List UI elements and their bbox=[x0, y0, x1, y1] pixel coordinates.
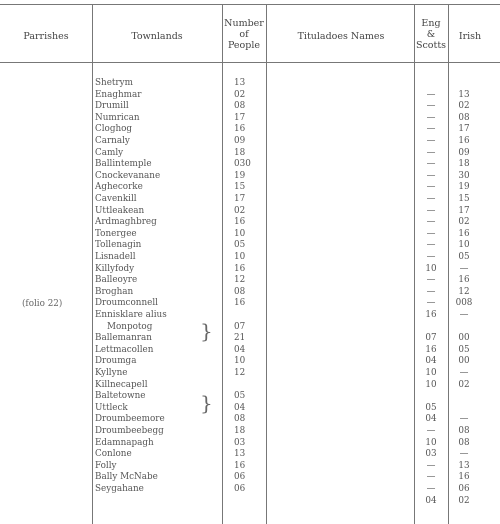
townland-name: Uttleakean bbox=[95, 205, 145, 216]
irish-count: 30 bbox=[458, 170, 470, 181]
irish-count: 17 bbox=[458, 124, 470, 135]
townland-name: Bally McNabe bbox=[95, 472, 158, 483]
townland-name: Edamnapagh bbox=[95, 437, 154, 448]
eng-scotts-count: — bbox=[426, 101, 436, 112]
townland-name: Lisnadell bbox=[95, 252, 136, 262]
townland-name: Baltetowne bbox=[95, 391, 146, 402]
number-of-people: 16 bbox=[234, 460, 246, 471]
irish-count: 00 bbox=[458, 333, 470, 344]
number-of-people: 16 bbox=[234, 298, 246, 309]
eng-scotts-count: 03 bbox=[425, 449, 437, 460]
folio-reference: (folio 22) bbox=[22, 299, 63, 309]
irish-count: — bbox=[459, 310, 469, 320]
number-of-people: 07 bbox=[234, 321, 246, 332]
number-of-people: 18 bbox=[234, 147, 246, 158]
irish-count: 12 bbox=[458, 286, 470, 297]
townland-name: Uttleck bbox=[95, 402, 128, 413]
number-of-people: 10 bbox=[234, 228, 246, 239]
irish-count: 09 bbox=[458, 147, 470, 158]
eng-scotts-count: 10 bbox=[425, 437, 437, 448]
brace-ennisklare: } bbox=[200, 319, 213, 343]
number-of-people: 06 bbox=[234, 484, 246, 494]
number-of-people: 06 bbox=[234, 472, 246, 483]
townland-name: Ballintemple bbox=[95, 159, 152, 170]
col-divider-4 bbox=[414, 4, 415, 524]
irish-count: — bbox=[459, 368, 469, 378]
townland-name: Droumbeemore bbox=[95, 414, 165, 425]
number-of-people: 17 bbox=[234, 194, 246, 204]
townland-name: Droumga bbox=[95, 356, 137, 367]
number-of-people: 02 bbox=[234, 205, 246, 216]
eng-scotts-count: — bbox=[426, 182, 436, 193]
townland-name: Killnecapell bbox=[95, 379, 148, 390]
col-divider-5 bbox=[448, 4, 449, 524]
townland-name: Monpotog bbox=[107, 321, 153, 332]
irish-count: 02 bbox=[458, 101, 470, 112]
brace-killnecapell: } bbox=[200, 391, 213, 415]
townland-name: Shetrym bbox=[95, 78, 133, 88]
irish-count: 05 bbox=[458, 344, 470, 355]
eng-scotts-count: — bbox=[426, 252, 436, 262]
irish-count: 16 bbox=[458, 472, 470, 483]
number-of-people: 10 bbox=[234, 252, 246, 262]
eng-scotts-count: — bbox=[426, 89, 436, 100]
townland-name: Tonergee bbox=[95, 228, 137, 239]
eng-scotts-count: — bbox=[426, 472, 436, 483]
number-of-people: 16 bbox=[234, 263, 246, 274]
irish-count: 08 bbox=[458, 426, 470, 436]
townland-name: Ballemanran bbox=[95, 333, 152, 344]
townland-name: Droumbeebegg bbox=[95, 426, 164, 436]
eng-scotts-count: 07 bbox=[425, 333, 437, 344]
townland-name: Ennisklare alius bbox=[95, 310, 167, 320]
townland-name: Droumconnell bbox=[95, 298, 158, 309]
townland-name: Camly bbox=[95, 147, 124, 158]
eng-scotts-count: 04 bbox=[425, 414, 437, 425]
header-number-of-people: Number of People bbox=[224, 18, 264, 51]
eng-scotts-count: — bbox=[426, 170, 436, 181]
irish-count: — bbox=[459, 449, 469, 460]
header-townlands: Townlands bbox=[131, 31, 183, 42]
townland-name: Balleoyre bbox=[95, 275, 138, 286]
irish-count: 00 bbox=[458, 356, 470, 367]
eng-scotts-count: 04 bbox=[425, 356, 437, 367]
header-parrishes: Parrishes bbox=[23, 31, 69, 42]
eng-scotts-count: — bbox=[426, 228, 436, 239]
eng-scotts-count: — bbox=[426, 112, 436, 123]
townland-name: Kyllyne bbox=[95, 368, 128, 378]
eng-scotts-count: 16 bbox=[425, 344, 437, 355]
eng-scotts-count: — bbox=[426, 124, 436, 135]
number-of-people: 03 bbox=[234, 437, 246, 448]
irish-count: 13 bbox=[458, 460, 470, 471]
number-of-people: 08 bbox=[234, 101, 246, 112]
irish-count: 008 bbox=[455, 298, 473, 309]
irish-count: 08 bbox=[458, 112, 470, 123]
townland-name: Lettmacollen bbox=[95, 344, 154, 355]
eng-scotts-count: — bbox=[426, 194, 436, 204]
eng-scotts-count: — bbox=[426, 217, 436, 228]
eng-scotts-count: — bbox=[426, 484, 436, 494]
header-eng-scotts: Eng & Scotts bbox=[415, 18, 447, 51]
irish-count: 02 bbox=[458, 217, 470, 228]
irish-count: 05 bbox=[458, 252, 470, 262]
number-of-people: 13 bbox=[234, 449, 246, 460]
irish-count: 02 bbox=[458, 379, 470, 390]
townland-name: Cloghog bbox=[95, 124, 133, 135]
eng-scotts-count: — bbox=[426, 205, 436, 216]
irish-count: — bbox=[459, 263, 469, 274]
number-of-people: 09 bbox=[234, 136, 246, 146]
number-of-people: 15 bbox=[234, 182, 246, 193]
townland-name: Numrican bbox=[95, 112, 140, 123]
number-of-people: 08 bbox=[234, 286, 246, 297]
top-rule bbox=[0, 4, 500, 5]
number-of-people: 02 bbox=[234, 89, 246, 100]
number-of-people: 13 bbox=[234, 78, 246, 88]
col-divider-2 bbox=[222, 4, 223, 524]
eng-scotts-count: — bbox=[426, 286, 436, 297]
irish-count: 16 bbox=[458, 136, 470, 146]
header-irish: Irish bbox=[458, 31, 482, 42]
townland-name: Tollenagin bbox=[95, 240, 142, 251]
header-tituladoes-names: Tituladoes Names bbox=[297, 31, 385, 42]
townland-name: Drumill bbox=[95, 101, 129, 112]
number-of-people: 05 bbox=[234, 391, 246, 402]
eng-scotts-count: — bbox=[426, 460, 436, 471]
irish-count: 19 bbox=[458, 182, 470, 193]
irish-count: 06 bbox=[458, 484, 470, 494]
irish-count: 16 bbox=[458, 275, 470, 286]
eng-scotts-count: 10 bbox=[425, 368, 437, 378]
townland-name: Aghecorke bbox=[95, 182, 143, 193]
number-of-people: 05 bbox=[234, 240, 246, 251]
townland-name: Enaghmar bbox=[95, 89, 142, 100]
townland-name: Broghan bbox=[95, 286, 134, 297]
eng-scotts-count: — bbox=[426, 298, 436, 309]
number-of-people: 12 bbox=[234, 368, 246, 378]
number-of-people: 030 bbox=[234, 159, 251, 170]
col-divider-3 bbox=[266, 4, 267, 524]
number-of-people: 04 bbox=[234, 402, 246, 413]
col-divider-1 bbox=[92, 4, 93, 524]
irish-count: 02 bbox=[458, 495, 470, 506]
header-bottom-rule bbox=[0, 62, 500, 63]
irish-count: 08 bbox=[458, 437, 470, 448]
eng-scotts-count: 10 bbox=[425, 379, 437, 390]
townland-name: Cnockevanane bbox=[95, 170, 161, 181]
irish-count: 10 bbox=[458, 240, 470, 251]
eng-scotts-count: 04 bbox=[425, 495, 437, 506]
number-of-people: 08 bbox=[234, 414, 246, 425]
eng-scotts-count: 10 bbox=[425, 263, 437, 274]
number-of-people: 19 bbox=[234, 170, 246, 181]
eng-scotts-count: — bbox=[426, 147, 436, 158]
number-of-people: 10 bbox=[234, 356, 246, 367]
eng-scotts-count: — bbox=[426, 426, 436, 436]
eng-scotts-count: — bbox=[426, 159, 436, 170]
number-of-people: 17 bbox=[234, 112, 246, 123]
eng-scotts-count: — bbox=[426, 136, 436, 146]
number-of-people: 04 bbox=[234, 344, 246, 355]
number-of-people: 18 bbox=[234, 426, 246, 436]
townland-name: Killyfody bbox=[95, 263, 135, 274]
townland-name: Cavenkill bbox=[95, 194, 137, 204]
eng-scotts-count: 16 bbox=[425, 310, 437, 320]
number-of-people: 16 bbox=[234, 217, 246, 228]
townland-name: Conlone bbox=[95, 449, 132, 460]
irish-count: 15 bbox=[458, 194, 470, 204]
townland-name: Carnaly bbox=[95, 136, 130, 146]
townland-name: Ardmaghbreg bbox=[95, 217, 157, 228]
number-of-people: 12 bbox=[234, 275, 246, 286]
eng-scotts-count: — bbox=[426, 275, 436, 286]
irish-count: 17 bbox=[458, 205, 470, 216]
townland-name: Seygahane bbox=[95, 484, 144, 494]
townland-name: Folly bbox=[95, 460, 117, 471]
number-of-people: 16 bbox=[234, 124, 246, 135]
irish-count: 18 bbox=[458, 159, 470, 170]
number-of-people: 21 bbox=[234, 333, 246, 344]
irish-count: 16 bbox=[458, 228, 470, 239]
irish-count: 13 bbox=[458, 89, 470, 100]
eng-scotts-count: — bbox=[426, 240, 436, 251]
eng-scotts-count: 05 bbox=[425, 402, 437, 413]
irish-count: — bbox=[459, 414, 469, 425]
